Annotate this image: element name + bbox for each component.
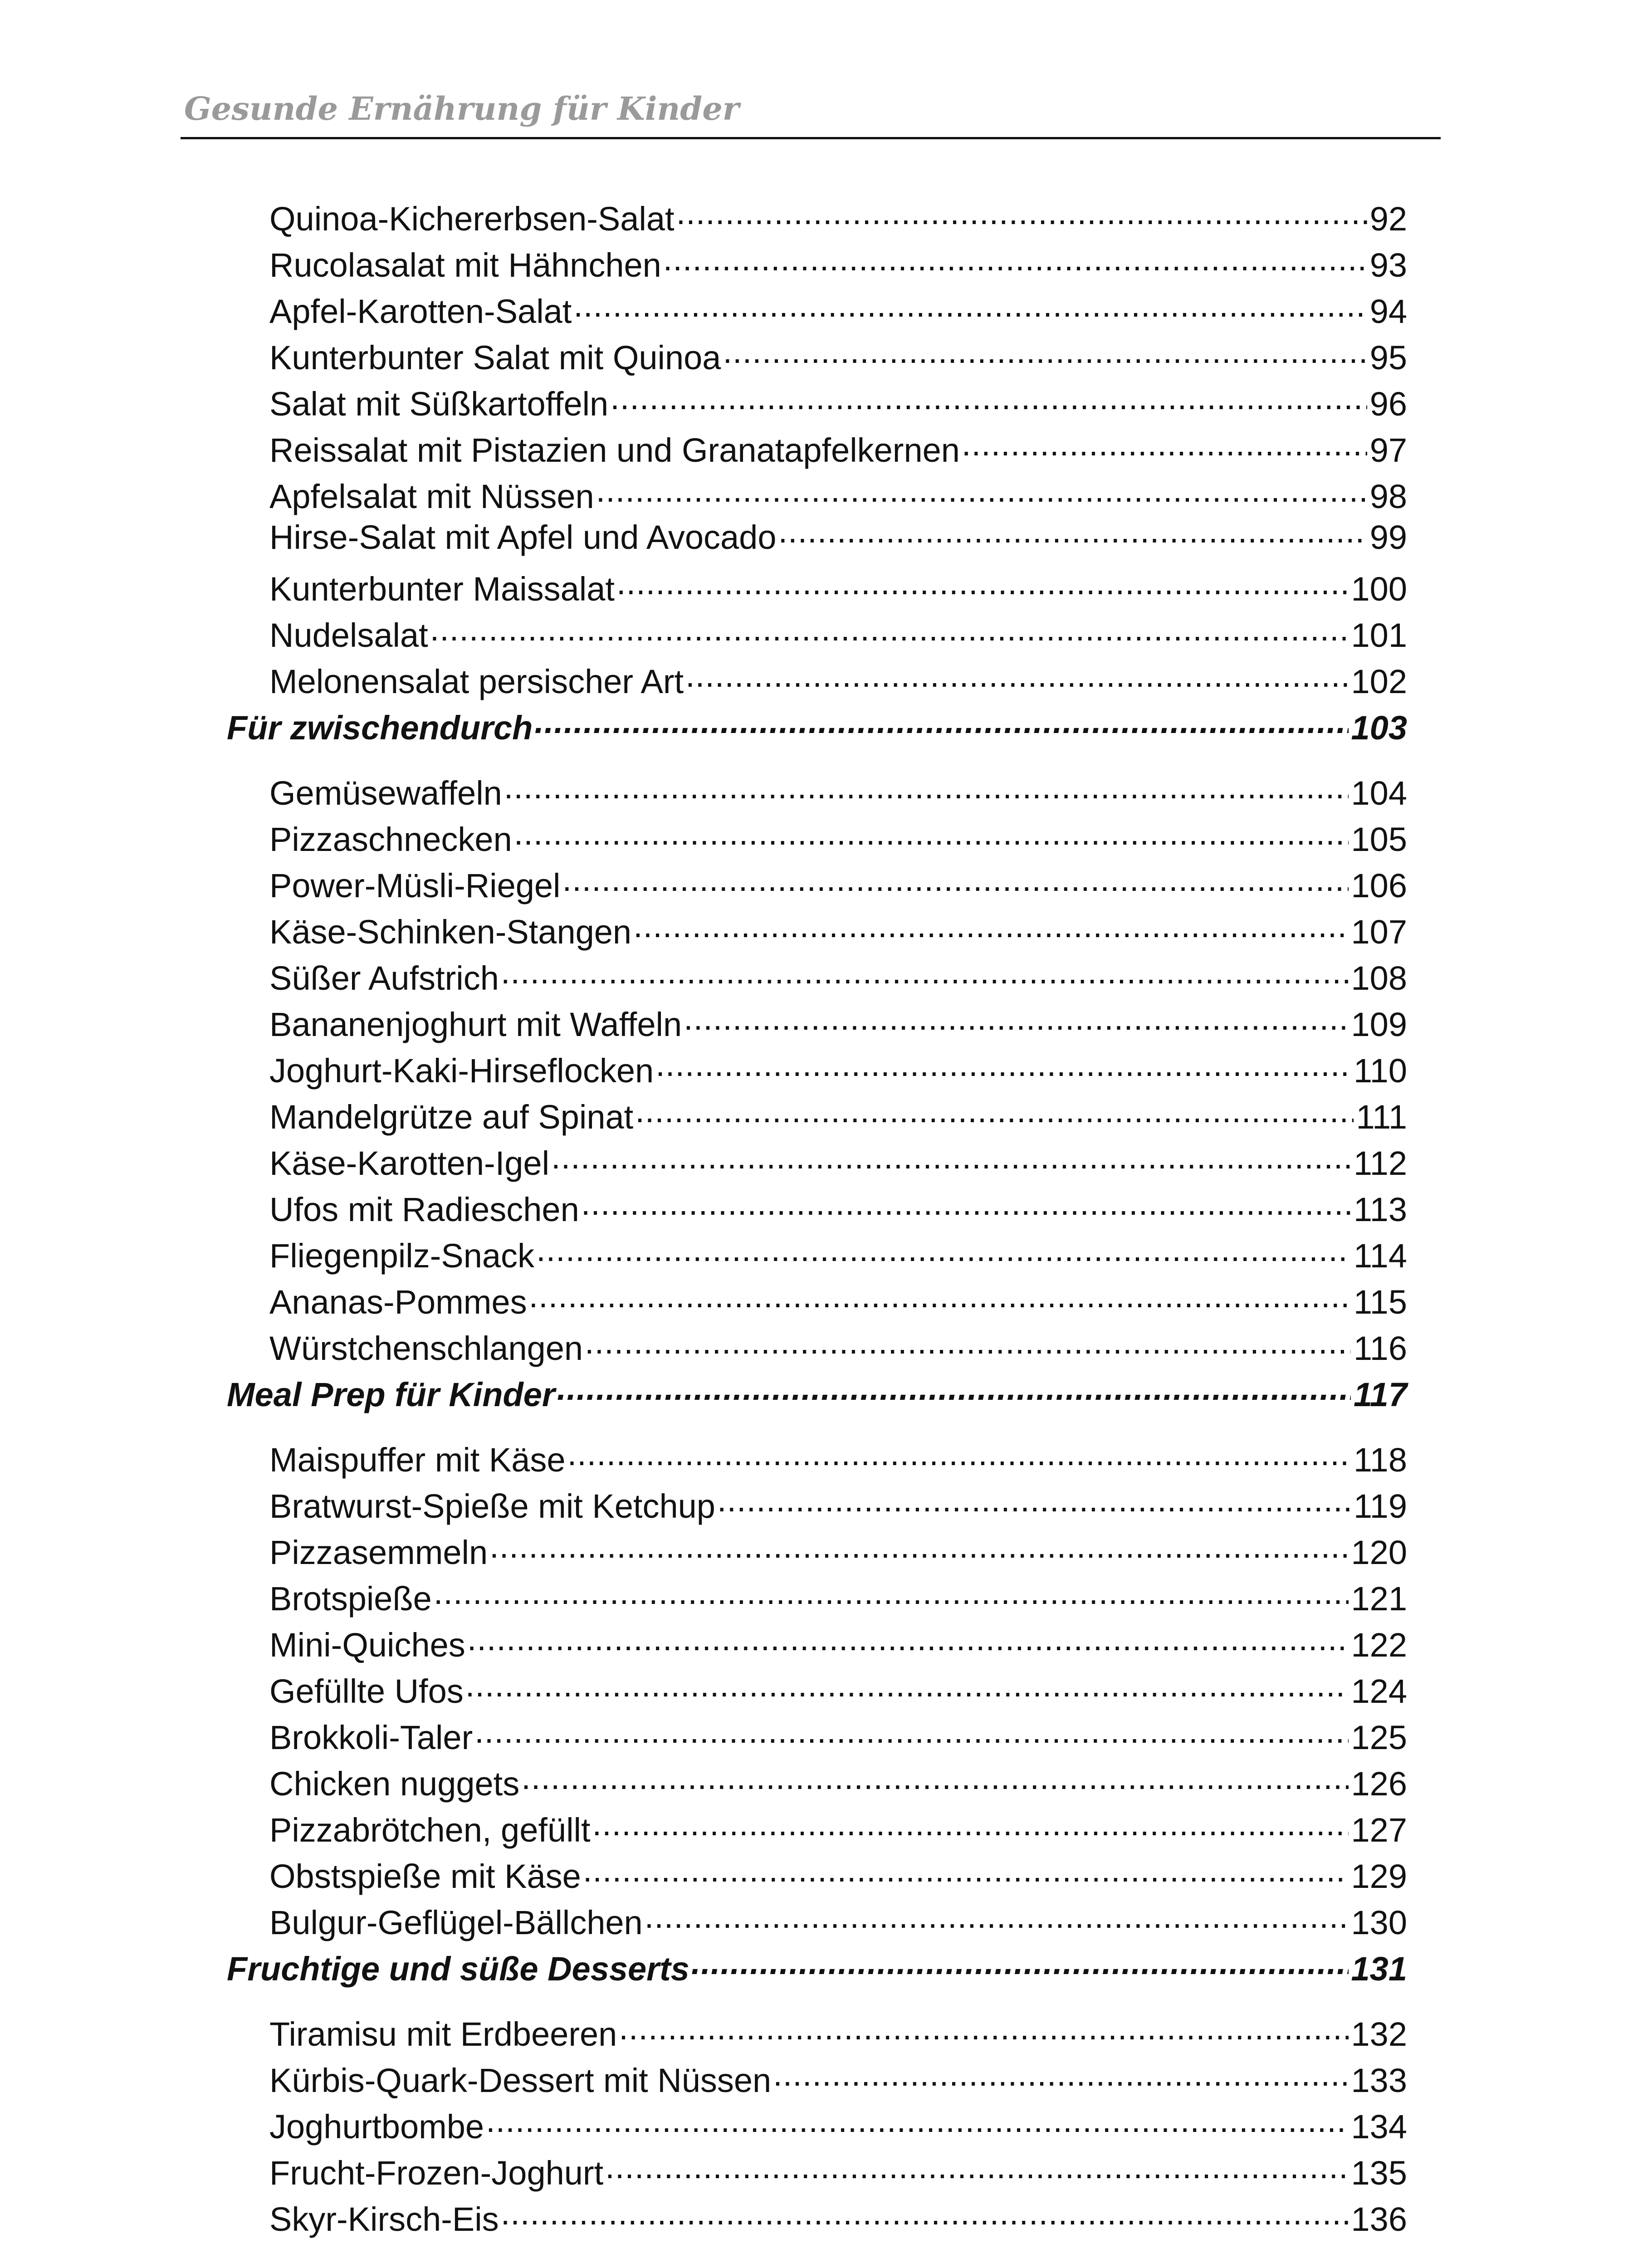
- toc-entry-title: Für zwischendurch: [227, 709, 533, 747]
- toc-entry-title: Nudelsalat: [269, 616, 428, 654]
- toc-dot-leader: [635, 1089, 1353, 1134]
- toc-dot-leader: [465, 1663, 1349, 1708]
- toc-entry-title: Melonensalat persischer Art: [269, 663, 684, 700]
- toc-entry-page: 136: [1351, 2200, 1407, 2238]
- toc-section-entry[interactable]: [227, 1941, 1407, 1986]
- toc-dot-leader: [551, 1135, 1351, 1180]
- toc-dot-leader: [581, 1181, 1351, 1227]
- toc-entry-title: Ufos mit Radieschen: [269, 1191, 579, 1228]
- toc-dot-leader: [583, 1848, 1349, 1893]
- toc-entry[interactable]: [269, 765, 1407, 810]
- toc-entry[interactable]: [269, 1755, 1407, 1801]
- toc-entry-page: 92: [1369, 200, 1407, 238]
- toc-dot-leader: [573, 283, 1367, 328]
- toc-entry-page: 129: [1351, 1857, 1407, 1895]
- toc-entry-page: 111: [1356, 1098, 1407, 1136]
- toc-entry[interactable]: [269, 2191, 1407, 2236]
- toc-entry-title: Bratwurst-Spieße mit Ketchup: [269, 1487, 715, 1525]
- toc-dot-leader: [773, 2052, 1348, 2097]
- toc-entry[interactable]: [269, 1524, 1407, 1569]
- toc-entry[interactable]: [269, 857, 1407, 903]
- toc-entry[interactable]: [269, 2006, 1407, 2051]
- toc-entry-page: 132: [1351, 2015, 1407, 2053]
- toc-entry-title: Power-Müsli-Riegel: [269, 867, 561, 904]
- toc-dot-leader: [717, 1478, 1351, 1523]
- toc-dot-leader: [645, 1894, 1349, 1940]
- toc-dot-leader: [655, 1042, 1351, 1088]
- toc-entry-page: 102: [1351, 663, 1407, 700]
- running-header-title: Gesunde Ernährung für Kinder: [184, 90, 739, 127]
- toc-entry[interactable]: [269, 329, 1407, 375]
- toc-entry-page: 93: [1369, 246, 1407, 284]
- toc-entry-title: Brotspieße: [269, 1580, 432, 1618]
- toc-entry-title: Joghurtbombe: [269, 2108, 484, 2146]
- toc-dot-leader: [534, 699, 1348, 745]
- toc-dot-leader: [633, 904, 1348, 949]
- toc-dot-leader: [521, 1755, 1348, 1801]
- toc-entry[interactable]: [269, 376, 1407, 421]
- toc-entry-title: Skyr-Kirsch-Eis: [269, 2200, 499, 2238]
- toc-entry-title: Rucolasalat mit Hähnchen: [269, 246, 661, 284]
- toc-entry-page: 135: [1351, 2154, 1407, 2192]
- toc-entry-title: Bananenjoghurt mit Waffeln: [269, 1006, 682, 1043]
- toc-dot-leader: [691, 1941, 1349, 1986]
- toc-entry[interactable]: [269, 1181, 1407, 1227]
- toc-entry[interactable]: [269, 1570, 1407, 1616]
- toc-entry-page: 107: [1351, 913, 1407, 951]
- toc-entry-title: Salat mit Süßkartoffeln: [269, 385, 609, 423]
- toc-dot-leader: [504, 765, 1349, 810]
- toc-entry-page: 94: [1369, 293, 1407, 330]
- toc-dot-leader: [557, 1366, 1351, 1412]
- toc-entry-title: Süßer Aufstrich: [269, 959, 499, 997]
- toc-entry-page: 99: [1369, 518, 1407, 556]
- toc-entry-page: 109: [1351, 1006, 1407, 1043]
- toc-entry-title: Pizzabrötchen, gefüllt: [269, 1811, 591, 1849]
- toc-entry-page: 106: [1351, 867, 1407, 904]
- toc-section-entry[interactable]: [227, 699, 1407, 745]
- toc-entry-page: 101: [1351, 616, 1407, 654]
- toc-entry-page: 118: [1354, 1441, 1407, 1479]
- toc-entry[interactable]: [269, 607, 1407, 652]
- toc-entry[interactable]: [269, 904, 1407, 949]
- toc-dot-leader: [474, 1709, 1348, 1755]
- toc-entry-title: Frucht-Frozen-Joghurt: [269, 2154, 604, 2192]
- toc-entry-title: Reissalat mit Pistazien und Granatapfelkernen: [269, 431, 960, 469]
- toc-entry-title: Pizzaschnecken: [269, 821, 512, 858]
- toc-dot-leader: [501, 950, 1349, 995]
- toc-entry-title: Würstchenschlangen: [269, 1330, 583, 1367]
- toc-entry-title: Quinoa-Kichererbsen-Salat: [269, 200, 675, 238]
- toc-entry-page: 104: [1351, 774, 1407, 812]
- toc-entry-title: Käse-Schinken-Stangen: [269, 913, 632, 951]
- toc-entry[interactable]: [269, 1894, 1407, 1940]
- toc-entry-title: Kürbis-Quark-Dessert mit Nüssen: [269, 2062, 772, 2099]
- toc-entry-title: Ananas-Pommes: [269, 1283, 527, 1321]
- toc-dot-leader: [536, 1227, 1351, 1273]
- toc-entry-title: Käse-Karotten-Igel: [269, 1144, 550, 1182]
- toc-entry[interactable]: [269, 422, 1407, 467]
- toc-entry-title: Chicken nuggets: [269, 1765, 520, 1803]
- toc-entry[interactable]: [269, 1227, 1407, 1273]
- toc-entry-title: Gemüsewaffeln: [269, 774, 502, 812]
- toc-entry-page: 105: [1351, 821, 1407, 858]
- toc-entry-page: 113: [1354, 1191, 1407, 1228]
- toc-dot-leader: [430, 607, 1349, 652]
- toc-dot-leader: [610, 376, 1367, 421]
- toc-entry[interactable]: [269, 1042, 1407, 1088]
- toc-entry-page: 133: [1351, 2062, 1407, 2099]
- toc-entry-page: 131: [1351, 1950, 1407, 1988]
- toc-entry[interactable]: [269, 191, 1407, 236]
- toc-dot-leader: [723, 329, 1367, 375]
- toc-entry[interactable]: [269, 1135, 1407, 1180]
- toc-entry[interactable]: [269, 950, 1407, 995]
- toc-dot-leader: [684, 996, 1348, 1041]
- toc-entry-page: 110: [1354, 1052, 1407, 1090]
- toc-entry[interactable]: [269, 283, 1407, 328]
- toc-entry-title: Apfelsalat mit Nüssen: [269, 478, 594, 515]
- toc-dot-leader: [685, 653, 1348, 699]
- toc-entry-title: Maispuffer mit Käse: [269, 1441, 566, 1479]
- toc-entry[interactable]: [269, 1274, 1407, 1319]
- toc-entry-page: 120: [1351, 1534, 1407, 1571]
- toc-entry-page: 125: [1351, 1719, 1407, 1756]
- toc-entry[interactable]: [269, 1709, 1407, 1755]
- toc-entry-title: Gefüllte Ufos: [269, 1672, 464, 1710]
- toc-entry-title: Kunterbunter Salat mit Quinoa: [269, 339, 721, 376]
- toc-section-entry[interactable]: [227, 1366, 1407, 1412]
- toc-entry[interactable]: [269, 1089, 1407, 1134]
- toc-dot-leader: [434, 1570, 1349, 1616]
- toc-dot-leader: [663, 237, 1367, 282]
- toc-entry-page: 116: [1354, 1330, 1407, 1367]
- toc-entry-title: Mandelgrütze auf Spinat: [269, 1098, 634, 1136]
- toc-dot-leader: [616, 561, 1349, 606]
- toc-dot-leader: [596, 468, 1367, 513]
- toc-entry[interactable]: [269, 2145, 1407, 2190]
- toc-entry[interactable]: [269, 1478, 1407, 1523]
- toc-entry-page: 134: [1351, 2108, 1407, 2146]
- toc-entry[interactable]: [269, 1848, 1407, 1893]
- toc-entry[interactable]: [269, 237, 1407, 282]
- toc-dot-leader: [489, 1524, 1348, 1569]
- toc-dot-leader: [962, 422, 1367, 467]
- toc-entry-page: 112: [1354, 1144, 1407, 1182]
- toc-entry[interactable]: [269, 509, 1407, 554]
- toc-entry-title: Fliegenpilz-Snack: [269, 1237, 535, 1275]
- toc-entry[interactable]: [269, 2052, 1407, 2097]
- toc-entry-title: Mini-Quiches: [269, 1626, 465, 1664]
- toc-entry-page: 98: [1369, 478, 1407, 515]
- toc-entry[interactable]: [269, 811, 1407, 856]
- toc-dot-leader: [467, 1617, 1349, 1662]
- toc-entry-page: 108: [1351, 959, 1407, 997]
- toc-entry-title: Pizzasemmeln: [269, 1534, 488, 1571]
- toc-entry-page: 119: [1354, 1487, 1407, 1525]
- toc-entry-title: Brokkoli-Taler: [269, 1719, 473, 1756]
- toc-entry-page: 127: [1351, 1811, 1407, 1849]
- toc-dot-leader: [778, 509, 1367, 554]
- toc-entry[interactable]: [269, 1663, 1407, 1708]
- toc-dot-leader: [501, 2191, 1349, 2236]
- toc-entry-page: 122: [1351, 1626, 1407, 1664]
- toc-entry-title: Hirse-Salat mit Apfel und Avocado: [269, 518, 777, 556]
- toc-entry-page: 115: [1354, 1283, 1407, 1321]
- toc-dot-leader: [676, 191, 1367, 236]
- toc-entry-page: 126: [1351, 1765, 1407, 1803]
- toc-entry-page: 97: [1369, 431, 1407, 469]
- toc-entry[interactable]: [269, 1320, 1407, 1365]
- toc-entry[interactable]: [269, 996, 1407, 1041]
- toc-entry[interactable]: [269, 2098, 1407, 2144]
- toc-entry[interactable]: [269, 1617, 1407, 1662]
- toc-entry[interactable]: [269, 1432, 1407, 1477]
- toc-dot-leader: [567, 1432, 1351, 1477]
- toc-entry-page: 117: [1354, 1376, 1407, 1413]
- toc-entry-page: 103: [1351, 709, 1407, 747]
- toc-dot-leader: [514, 811, 1349, 856]
- toc-entry[interactable]: [269, 468, 1407, 513]
- toc-entry-page: 121: [1351, 1580, 1407, 1618]
- toc-entry-title: Obstspieße mit Käse: [269, 1857, 581, 1895]
- toc-dot-leader: [605, 2145, 1348, 2190]
- toc-entry-page: 96: [1369, 385, 1407, 423]
- toc-entry[interactable]: [269, 1802, 1407, 1847]
- toc-entry-page: 130: [1351, 1904, 1407, 1941]
- toc-entry-page: 114: [1354, 1237, 1407, 1275]
- toc-entry-page: 100: [1351, 570, 1407, 608]
- toc-dot-leader: [486, 2098, 1348, 2144]
- toc-entry[interactable]: [269, 561, 1407, 606]
- toc-entry-title: Apfel-Karotten-Salat: [269, 293, 572, 330]
- toc-dot-leader: [562, 857, 1349, 903]
- toc-dot-leader: [529, 1274, 1351, 1319]
- toc-entry-title: Kunterbunter Maissalat: [269, 570, 615, 608]
- toc-dot-leader: [619, 2006, 1348, 2051]
- toc-dot-leader: [592, 1802, 1349, 1847]
- toc-entry-title: Joghurt-Kaki-Hirseflocken: [269, 1052, 654, 1090]
- toc-entry-title: Meal Prep für Kinder: [227, 1376, 555, 1413]
- toc-entry-title: Bulgur-Geflügel-Bällchen: [269, 1904, 643, 1941]
- toc-entry-page: 124: [1351, 1672, 1407, 1710]
- toc-dot-leader: [585, 1320, 1351, 1365]
- toc-entry-page: 95: [1369, 339, 1407, 376]
- toc-entry-title: Tiramisu mit Erdbeeren: [269, 2015, 617, 2053]
- toc-entry[interactable]: [269, 653, 1407, 699]
- toc-entry-title: Fruchtige und süße Desserts: [227, 1950, 689, 1988]
